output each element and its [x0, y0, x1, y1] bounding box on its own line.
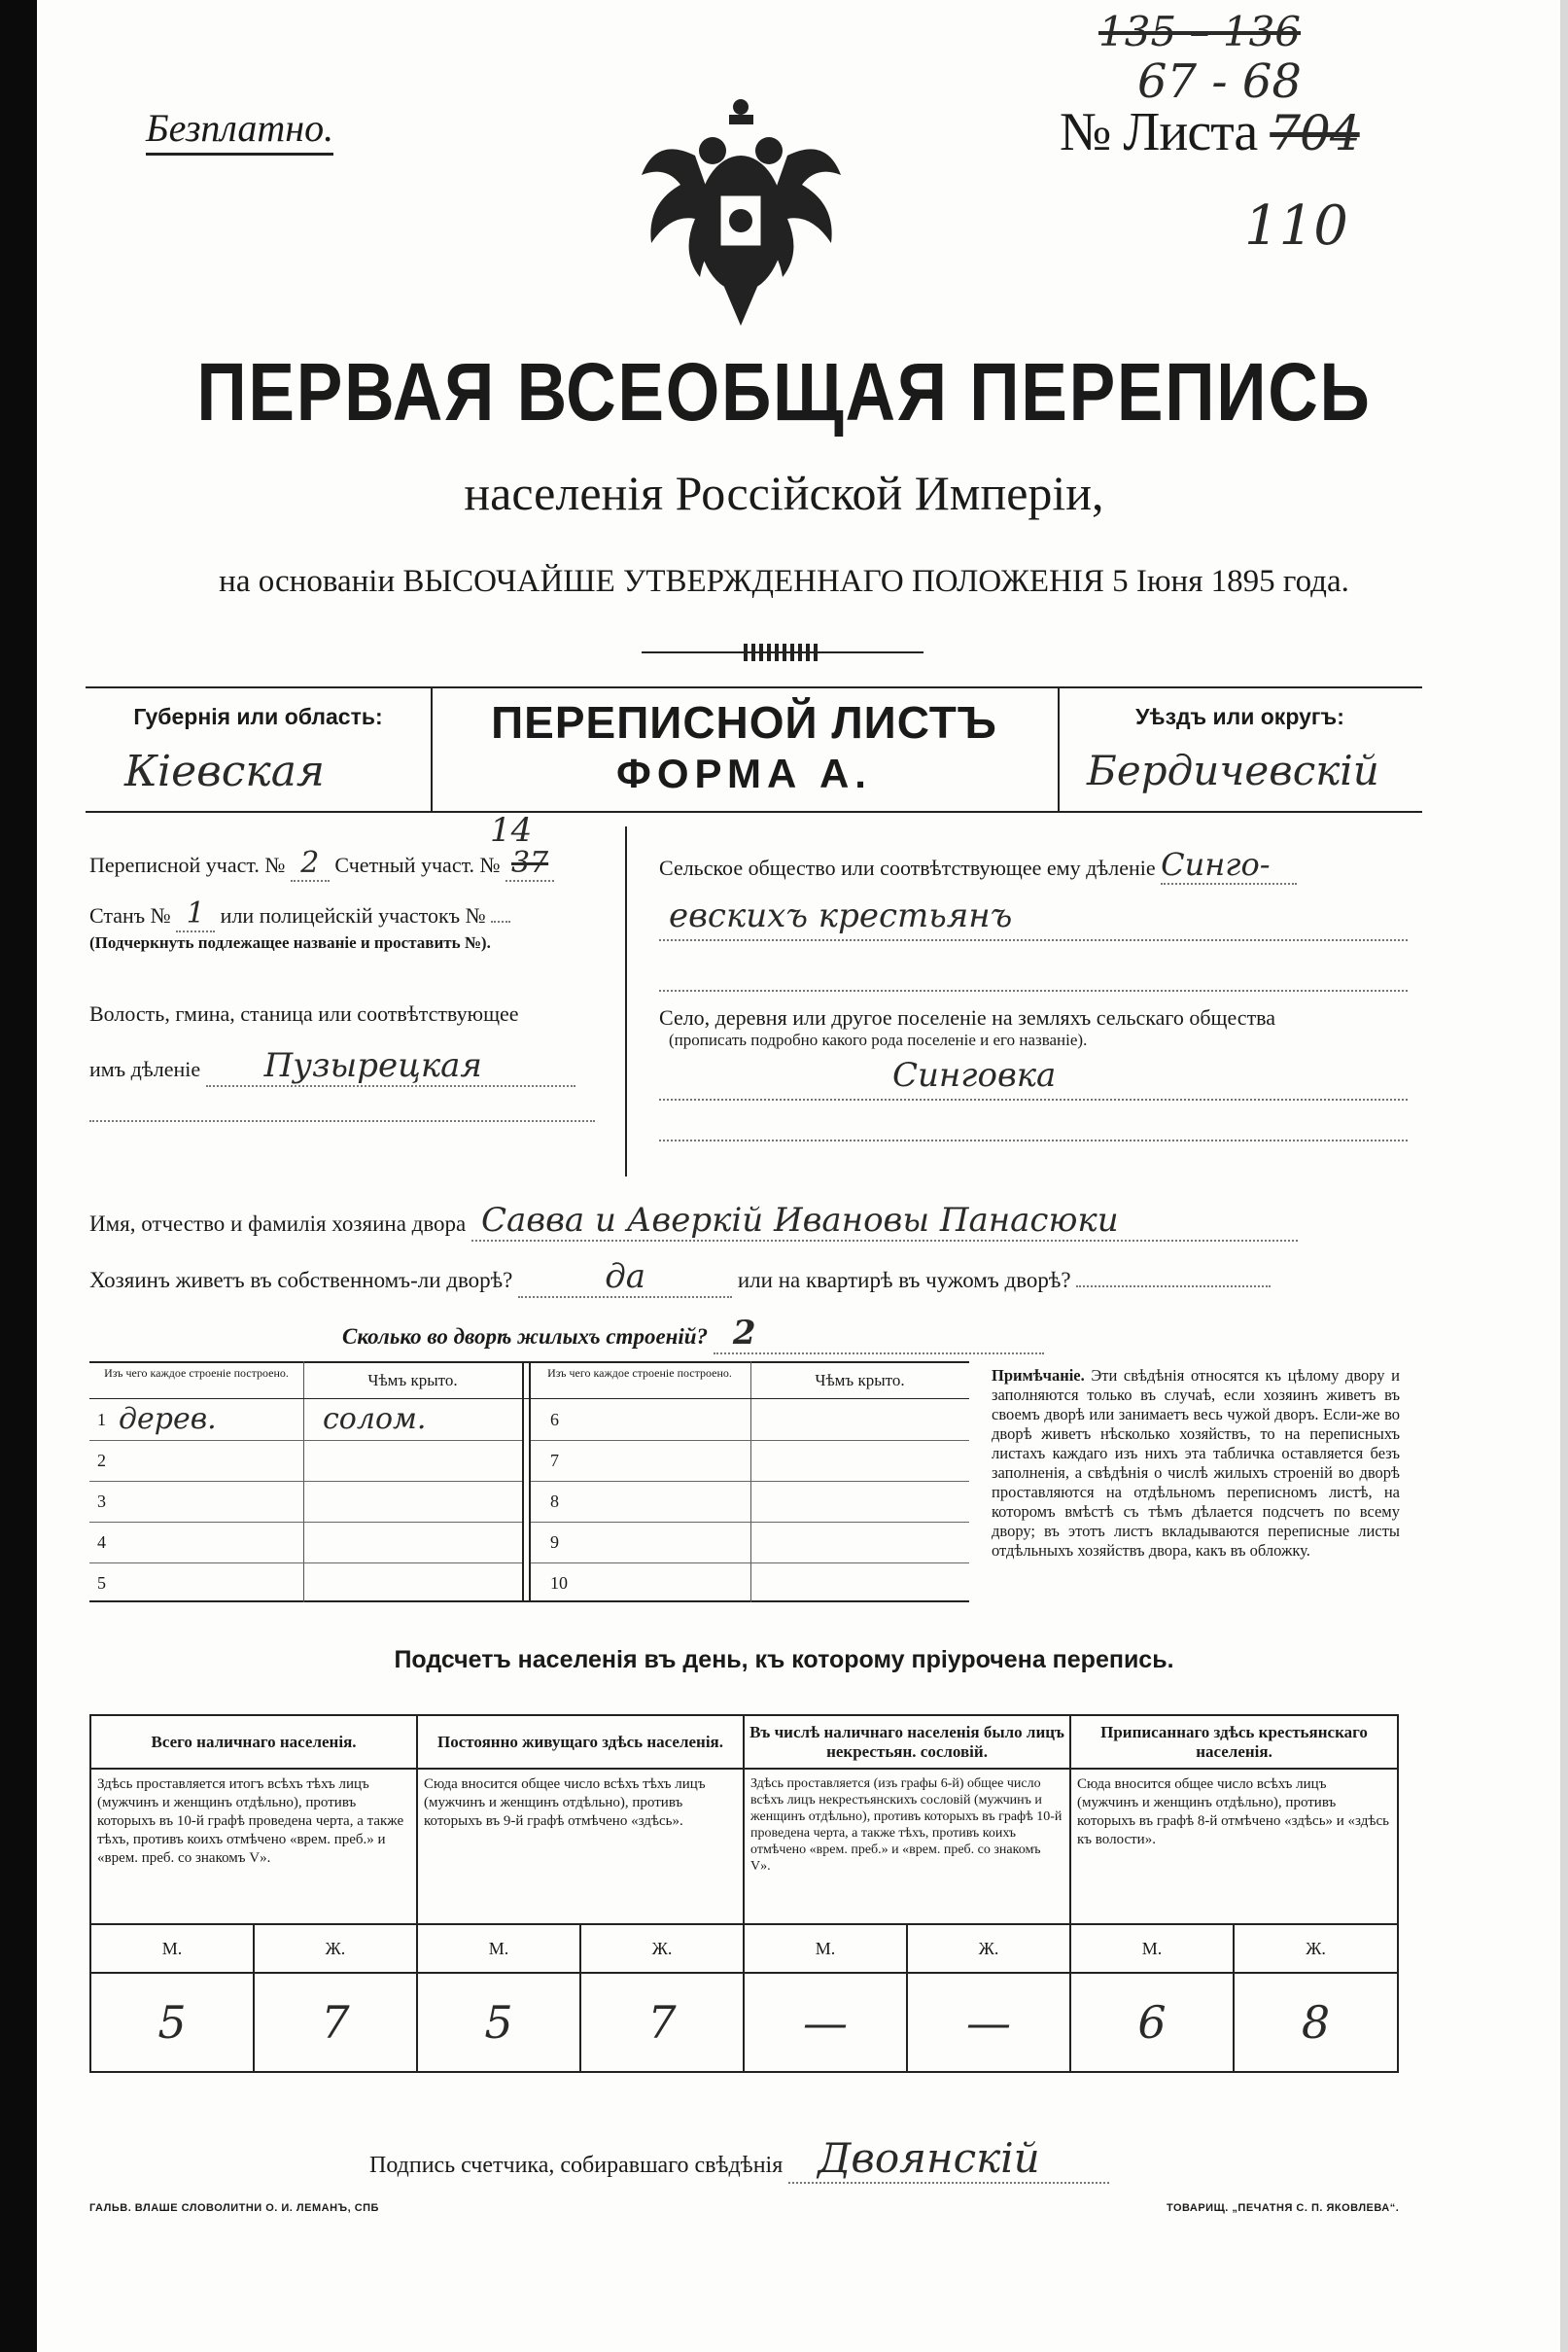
top-right-number: 67 - 68	[1137, 54, 1302, 109]
stan-label: Станъ №	[89, 903, 171, 928]
schet-value: 37	[505, 846, 554, 882]
owner-name-label: Имя, отчество и фамилія хозяина двора	[89, 1211, 467, 1236]
pop-col-1-m-label: М.	[90, 1924, 254, 1973]
underline-note: (Подчеркнуть подлежащее названіе и проставить №).	[89, 933, 491, 952]
table-row	[531, 1400, 969, 1441]
table-row	[89, 1400, 522, 1441]
pop-col-2-f-label: Ж.	[580, 1924, 744, 1973]
row-number: 2	[97, 1451, 106, 1470]
signature-label: Подпись счетчика, собиравшаго свѣдѣнія	[369, 2153, 784, 2178]
row-roof: солом.	[323, 1402, 427, 1436]
row-number: 10	[550, 1573, 568, 1593]
left-col-header-roof: Чѣмъ крыто.	[367, 1371, 458, 1389]
corner-mark: 110	[1244, 194, 1348, 258]
pop-col-1-desc: Здѣсь проставляется итогъ всѣхъ тѣхъ лицъ (мужчинъ и женщинъ отдѣльно), противъ которыхъ въ 10-й графѣ проведена черта, а также тѣхъ, противъ коихъ отмѣчено «врем. преб.» и «врем. преб. со знакомъ V».	[90, 1769, 417, 1924]
pop-col-1-head: Всего наличнаго населенія.	[90, 1715, 417, 1769]
left-building-rows	[89, 1400, 522, 1603]
pop-col-2-m-label: М.	[417, 1924, 580, 1973]
scan-edge-right	[1560, 0, 1568, 2352]
double-headed-eagle-icon	[637, 97, 846, 331]
pop-col-4-desc: Сюда вносится общее число всѣхъ лицъ (мужчинъ и женщинъ отдѣльно), противъ которыхъ въ графѣ 8-й отмѣчено «здѣсь» и «здѣсь къ волости».	[1070, 1769, 1398, 1924]
pop-col-2-desc: Сюда вносится общее число всѣхъ тѣхъ лицъ (мужчинъ и женщинъ отдѣльно), противъ которыхъ въ 9-й графѣ отмѣчено «здѣсь».	[417, 1769, 744, 1924]
police-label: или полицейскій участокъ №	[220, 903, 486, 928]
pop-col-4-m-label: М.	[1070, 1924, 1234, 1973]
signature-value: Двоянскій	[788, 2134, 1109, 2184]
row-number: 4	[97, 1532, 106, 1552]
pop-col-1-m-value: 5	[90, 1973, 254, 2072]
pop-col-1-f-value: 7	[254, 1973, 417, 2072]
buildings-label: Сколько во дворѣ жилыхъ строеній?	[342, 1324, 709, 1349]
sheet-number-label: № Листа	[1060, 102, 1258, 162]
table-row	[89, 1441, 522, 1482]
note	[992, 1366, 1400, 1561]
right-block	[659, 846, 1408, 1141]
pop-col-4-f-value: 8	[1234, 1973, 1398, 2072]
uchastok-label: Переписной участ. №	[89, 853, 286, 877]
owner-block	[89, 1201, 1411, 1354]
pop-col-1-f-label: Ж.	[254, 1924, 417, 1973]
sheet-number-value: 704	[1270, 105, 1360, 161]
legal-basis: на основаніи ВЫСОЧАЙШЕ УТВЕРЖДЕННАГО ПОЛОЖЕНІЯ 5 Іюня 1895 года.	[219, 564, 1349, 599]
uchastok-value: 2	[291, 846, 330, 882]
village-label: Село, деревня или другое поселеніе на земляхъ сельскаго общества	[659, 1005, 1276, 1030]
pop-col-3-m-value: —	[744, 1973, 907, 2072]
form-title: ПЕРЕПИСНОЙ ЛИСТЪ	[491, 697, 997, 748]
population-table	[89, 1714, 1399, 2073]
uezd-label: Уѣздъ или округъ:	[1135, 704, 1344, 729]
schet-label: Счетный участ. №	[334, 853, 501, 877]
society-label: Сельское общество или соотвѣтствующее ему дѣленіе	[659, 856, 1156, 880]
header-boxes	[86, 686, 1422, 813]
own-yard-value: да	[518, 1257, 732, 1298]
ornament-divider	[642, 644, 923, 661]
row-number: 7	[550, 1451, 559, 1470]
signature-row	[369, 2134, 1109, 2184]
table-row	[89, 1482, 522, 1523]
right-col-header-material: Изъ чего каждое строеніе построено.	[547, 1366, 732, 1380]
schet-correction: 14	[490, 811, 533, 850]
section-divider	[625, 826, 627, 1176]
table-row	[89, 1523, 522, 1563]
pop-col-4-m-value: 6	[1070, 1973, 1234, 2072]
row-number: 8	[550, 1492, 559, 1511]
left-block	[89, 811, 614, 1122]
uezd-value: Бердичевскій	[1087, 747, 1379, 794]
volost-label: Волость, гмина, станица или соотвѣтствующее	[89, 1001, 519, 1026]
right-col-header-roof: Чѣмъ крыто.	[815, 1371, 905, 1389]
note-label: Примѣчаніе.	[992, 1366, 1085, 1385]
right-building-rows	[531, 1400, 969, 1603]
note-text: Эти свѣдѣнія относятся къ цѣлому двору и заполняются только въ случаѣ, если хозяинъ живетъ въ своемъ дворѣ или занимаетъ весь чужой дворъ. Если-же во дворѣ живетъ нѣсколько хозяйствъ, то на переписныхъ листахъ каждаго изъ нихъ эта табличка оставляется безъ заполненія, а свѣдѣнія о числѣ жилыхъ строеній во дворѣ проставляются на отдѣльномъ переписномъ листѣ, на которомъ вмѣстѣ съ тѣмъ дѣлается подсчетъ по всему двору; въ этотъ листъ вкладываются переписные листы отдѣльныхъ хозяйствъ двора, какъ въ обложку.	[992, 1366, 1400, 1560]
pop-col-2-f-value: 7	[580, 1973, 744, 2072]
stan-value: 1	[176, 896, 215, 932]
population-title: Подсчетъ населенія въ день, къ которому пріурочена перепись.	[394, 1646, 1174, 1673]
society-value-1: Синго-	[1161, 846, 1297, 885]
pop-col-4-f-label: Ж.	[1234, 1924, 1398, 1973]
table-row	[531, 1441, 969, 1482]
subtitle: населенія Россійской Имперіи,	[464, 466, 1104, 520]
footer-left: ГАЛЬВ. ВЛАШЕ СЛОВОЛИТНИ О. И. ЛЕМАНЪ, СПБ	[89, 2202, 379, 2214]
form-subtitle: ФОРМА А.	[616, 751, 872, 796]
buildings-table	[89, 1361, 969, 1602]
scan-edge	[0, 0, 37, 2352]
table-row	[531, 1482, 969, 1523]
pop-col-2-head: Постоянно живущаго здѣсь населенія.	[417, 1715, 744, 1769]
main-title: ПЕРВАЯ ВСЕОБЩАЯ ПЕРЕПИСЬ	[196, 346, 1372, 438]
row-number: 1	[97, 1410, 106, 1429]
own-yard-label: Хозяинъ живетъ въ собственномъ-ли дворѣ?	[89, 1268, 513, 1292]
left-col-header-material: Изъ чего каждое строеніе построено.	[104, 1366, 289, 1380]
buildings-value: 2	[714, 1314, 1044, 1354]
top-right-struck: 135 – 136	[1098, 8, 1302, 55]
table-row	[531, 1563, 969, 1603]
row-material: дерев.	[119, 1402, 217, 1436]
rent-label: или на квартирѣ въ чужомъ дворѣ?	[737, 1268, 1071, 1292]
pop-col-3-f-value: —	[907, 1973, 1070, 2072]
row-number: 9	[550, 1532, 559, 1552]
pop-col-3-head: Въ числѣ наличнаго населенія было лицъ некрестьян. сословій.	[744, 1715, 1070, 1769]
table-row	[531, 1523, 969, 1563]
volost-value: Пузырецкая	[206, 1046, 575, 1087]
owner-name-value: Савва и Аверкій Ивановы Панасюки	[471, 1201, 1298, 1242]
free-label: Безплатно.	[146, 105, 333, 156]
gubernia-label: Губернія или область:	[133, 704, 383, 729]
row-number: 6	[550, 1410, 559, 1429]
division-label: имъ дѣленіе	[89, 1057, 201, 1081]
table-row	[89, 1563, 522, 1603]
gubernia-value: Кіевская	[124, 747, 326, 796]
pop-col-3-f-label: Ж.	[907, 1924, 1070, 1973]
row-number: 5	[97, 1573, 106, 1593]
pop-col-3-m-label: М.	[744, 1924, 907, 1973]
village-value: Синговка	[659, 1056, 1408, 1101]
row-number: 3	[97, 1492, 106, 1511]
society-value-2: евскихъ крестьянъ	[659, 896, 1408, 941]
sheet-number	[1060, 101, 1360, 163]
footer-right: ТОВАРИЩ. „ПЕЧАТНЯ С. П. ЯКОВЛЕВА“.	[1167, 2202, 1400, 2214]
village-note: (прописать подробно какого рода поселеніе и его названіе).	[669, 1031, 1088, 1049]
pop-col-3-desc: Здѣсь проставляется (изъ графы 6-й) общее число всѣхъ лицъ некрестьянскихъ сословій (мужчинъ и женщинъ отдѣльно), противъ которыхъ въ графѣ 10-й проведена черта, а также тѣхъ, противъ коихъ отмѣчено «врем. преб.» и «врем. преб. со знакомъ V».	[744, 1769, 1070, 1924]
pop-col-4-head: Приписаннаго здѣсь крестьянскаго населенія.	[1070, 1715, 1398, 1769]
pop-col-2-m-value: 5	[417, 1973, 580, 2072]
